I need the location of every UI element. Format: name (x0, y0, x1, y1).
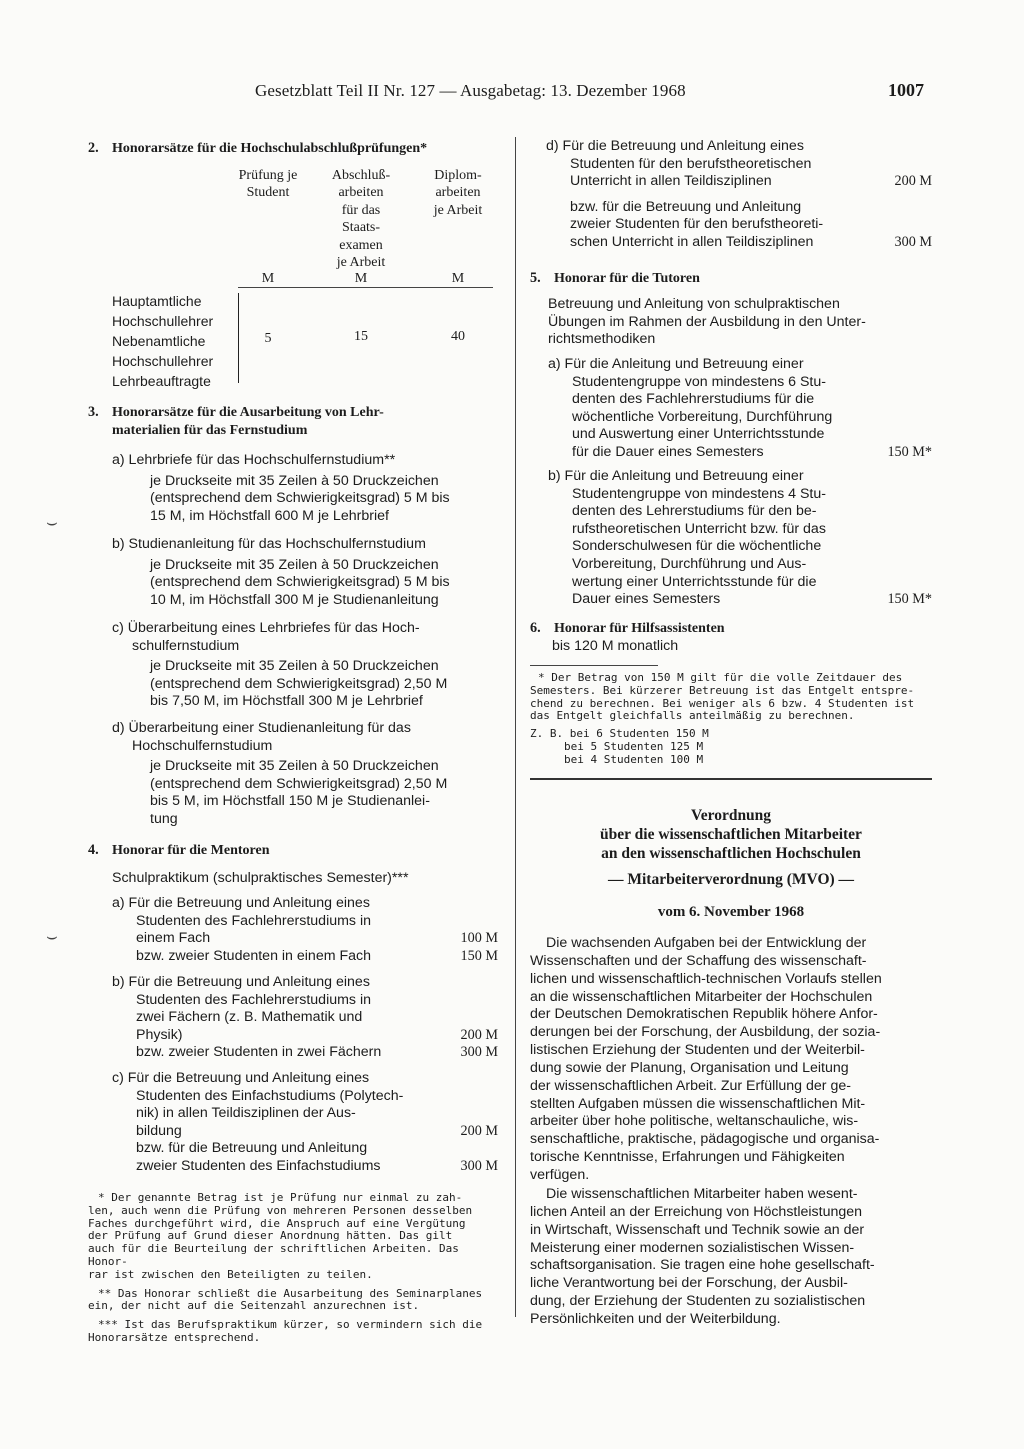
item-head-cont: schulfernstudium (132, 637, 240, 654)
item-line: (entsprechend dem Schwierigkeitsgrad) 5 M bis (150, 574, 450, 591)
footnote-line: Honorarsätze entsprechend. (88, 1330, 261, 1344)
amount: 300 M (460, 1157, 498, 1174)
ordinance-date: vom 6. November 1968 (657, 904, 805, 920)
section-3-heading (88, 404, 498, 439)
item-line: nik) in allen Teildisziplinen der Aus- (136, 1105, 356, 1122)
footnote-example: bei 5 Studenten 125 M (564, 739, 704, 753)
section-title: Honorarsätze für die Ausarbeitung von Lehr- (112, 405, 384, 420)
section-title: Honorarsätze für die Hochschulabschlußprüfungen* (112, 141, 428, 156)
header-line: arbeiten (338, 185, 384, 201)
item-line: Dauer eines Semesters (572, 591, 721, 608)
item-line: c) Für die Betreuung und Anleitung eines (112, 1070, 370, 1086)
para-line: lichen und wissenschaftlich-technischen Vorlaufs stellen (530, 970, 882, 987)
section-title-cont: materialien für das Fernstudium (112, 422, 308, 438)
para-line: Die wachsenden Aufgaben bei der Entwicklung der (546, 935, 867, 951)
section-title: Honorar für die Mentoren (112, 843, 270, 858)
left-column (88, 140, 498, 1344)
item-line: a) Für die Anleitung und Betreuung einer (548, 356, 804, 372)
para-line: Persönlichkeiten und der Weiterbildung. (530, 1310, 781, 1327)
item-line: b) Für die Anleitung und Betreuung einer (548, 468, 804, 484)
item-line: je Druckseite mit 35 Zeilen à 50 Druckzeichen (150, 758, 439, 775)
para-line: dung, der Erziehung der Studenten zu sozialistischen (530, 1293, 866, 1310)
footnote-line: rar ist zwischen den Beteiligten zu teilen. (88, 1267, 373, 1281)
item-alt: bzw. zweier Studenten in zwei Fächern (136, 1044, 382, 1061)
para-line: derungen bei der Forschung, der Ausbildung, der sozia- (530, 1024, 881, 1041)
para-line: arbeiter über hohe politische, weltanschauliche, wis- (530, 1113, 859, 1130)
header-line: examen (339, 237, 383, 253)
header-line: für das (341, 202, 381, 218)
table-rule (238, 287, 493, 288)
amount: 300 M (894, 233, 932, 250)
item-line: je Druckseite mit 35 Zeilen à 50 Druckzeichen (150, 658, 439, 675)
row-label: Hauptamtliche (112, 293, 202, 309)
amount: 150 M (460, 947, 498, 964)
item-4a (112, 895, 498, 965)
item-alt: bzw. für die Betreuung und Anleitung (570, 198, 802, 215)
intro-line: richtsmethodiken (548, 331, 656, 348)
para-line: an die wissenschaftlichen Mitarbeiter der Hochschulen (530, 988, 873, 1005)
para-line: torische Kenntnisse, Erfahrungen und Fähigkeiten (530, 1149, 845, 1166)
item-line: Vorbereitung, Durchführung und Aus- (572, 555, 807, 572)
section-6-heading (530, 620, 932, 638)
footnote-line: * Der genannte Betrag ist je Prüfung nur einmal zu zah- (98, 1191, 463, 1204)
brace (238, 293, 239, 383)
section-intro: Schulpraktikum (schulpraktisches Semester)*** (112, 870, 409, 886)
section-number: 5. (530, 270, 541, 286)
table-value: 40 (451, 329, 465, 344)
footnote-3 (88, 1319, 498, 1345)
column-divider (515, 137, 516, 1317)
para-line: dung sowie der Planung, Organisation und Leitung (530, 1059, 849, 1076)
header-line: je Arbeit (433, 202, 483, 218)
amount: 100 M (460, 930, 498, 947)
footnote-line: das Entgelt gleichfalls anteilmäßig zu berechnen. (530, 709, 855, 723)
footnote-example: bei 4 Studenten 100 M (564, 752, 704, 766)
para-line: lichen Anteil an der Erreichung von Höchstleistungen (530, 1203, 863, 1220)
header-line: Student (246, 185, 290, 201)
footnote-line: chend zu berechnen. Bei weniger als 6 bzw. 4 Studenten ist (530, 696, 915, 710)
ordinance-paragraph-2 (530, 1186, 932, 1329)
item-4b (112, 974, 498, 1062)
amount: 200 M (460, 1122, 498, 1139)
item-line: rufstheoretischen Unterricht bzw. für das (572, 520, 826, 537)
footnote-line: ein, der nicht auf die Seitenzahl anzurechnen ist. (88, 1299, 420, 1313)
section-2-heading (88, 140, 498, 158)
item-line: wöchentliche Vorbereitung, Durchführung (572, 408, 833, 425)
item-3a (112, 452, 498, 525)
item-line: für die Dauer eines Semesters (572, 443, 764, 460)
item-line: 15 M, im Höchstfall 600 M je Lehrbrief (150, 507, 389, 524)
item-line: tung (150, 810, 178, 827)
table-header-col-1 (228, 167, 308, 202)
item-line: (entsprechend dem Schwierigkeitsgrad) 2,50 M (150, 675, 448, 692)
page-header (0, 81, 1024, 105)
item-5a (548, 356, 932, 462)
item-line: Studenten des Fachlehrerstudiums in (136, 991, 372, 1008)
amount: 200 M (460, 1026, 498, 1043)
footnote-2 (88, 1288, 498, 1314)
intro-line: Betreuung und Anleitung von schulpraktischen (548, 296, 840, 312)
item-line: je Druckseite mit 35 Zeilen à 50 Druckzeichen (150, 556, 439, 573)
amount: 300 M (460, 1044, 498, 1061)
item-head-cont: Hochschulfernstudium (132, 737, 273, 754)
footnote-rule (530, 665, 658, 666)
table-value: 15 (354, 329, 368, 344)
header-line: Prüfung je (238, 168, 298, 183)
footnote-line: * Der Betrag von 150 M gilt für die volle Zeitdauer des (538, 671, 903, 684)
item-line: a) Für die Betreuung und Anleitung eines (112, 895, 370, 911)
footnote-line: Semesters. Bei kürzerer Betreuung ist das Entgelt entspre- (530, 683, 915, 697)
header-line: arbeiten (435, 185, 481, 201)
item-3d (112, 720, 498, 829)
title-line: an den wissenschaftlichen Hochschulen (601, 845, 861, 862)
ordinance-short-title: — Mitarbeiterverordnung (MVO) — (607, 871, 855, 888)
item-line: je Druckseite mit 35 Zeilen à 50 Druckzeichen (150, 472, 439, 489)
footnote-right (530, 672, 932, 767)
ordinance-title (530, 806, 932, 863)
para-line: Die wissenschaftlichen Mitarbeiter haben wesent- (546, 1186, 858, 1202)
item-line: d) Für die Betreuung und Anleitung eines (546, 138, 804, 154)
item-head: d) Überarbeitung einer Studienanleitung für das (112, 720, 411, 736)
section-number: 4. (88, 842, 99, 858)
section-number: 3. (88, 404, 99, 420)
title-line: über die wissenschaftlichen Mitarbeiter (600, 826, 862, 843)
unit-label: M (451, 271, 465, 286)
item-line: 10 M, im Höchstfall 300 M je Studienanleitung (150, 591, 439, 608)
unit-label: M (354, 271, 368, 286)
item-alt: bzw. zweier Studenten in einem Fach (136, 947, 372, 964)
item-line: einem Fach (136, 930, 211, 947)
item-line: und Auswertung einer Unterrichtsstunde (572, 426, 825, 443)
item-line: b) Für die Betreuung und Anleitung eines (112, 974, 370, 990)
item-line: Sonderschulwesen für die wöchentliche (572, 538, 822, 555)
section-title: Honorar für Hilfsassistenten (554, 621, 725, 636)
para-line: der wissenschaftlichen Arbeit. Zur Erfüllung der ge- (530, 1077, 851, 1094)
item-line: Studenten des Einfachstudiums (Polytech- (136, 1087, 404, 1104)
section-5-heading (530, 270, 932, 288)
item-4c (112, 1070, 498, 1176)
footnote-line: der Prüfung auf Grund dieser Anordnung hätten. Das gilt (88, 1229, 453, 1243)
item-line: zwei Fächern (z. B. Mathematik und (136, 1009, 363, 1026)
running-title: Gesetzblatt Teil II Nr. 127 — Ausgabetag: 13. Dezember 1968 (255, 81, 686, 100)
item-head: a) Lehrbriefe für das Hochschulfernstudium** (112, 452, 396, 468)
item-line: Unterricht in allen Teildisziplinen (570, 173, 772, 190)
footnote-line: auch für die Beurteilung der schriftlichen Arbeiten. Das Honor- (88, 1242, 459, 1268)
item-5b (548, 468, 932, 609)
item-3b (112, 536, 498, 609)
amount: 200 M (894, 173, 932, 190)
section-title: Honorar für die Tutoren (554, 271, 700, 286)
item-alt: zweier Studenten des Einfachstudiums (136, 1157, 381, 1174)
margin-mark: ⌣ (46, 512, 58, 532)
header-line: je Arbeit (336, 255, 386, 271)
item-line: Studentengruppe von mindestens 4 Stu- (572, 485, 826, 502)
page-number: 1007 (888, 80, 924, 100)
section-separator (530, 778, 932, 780)
section-number: 6. (530, 620, 541, 636)
section-5-intro (548, 296, 932, 349)
row-label: Hochschullehrer (112, 313, 214, 329)
item-alt: schen Unterricht in allen Teildisziplinen (570, 233, 814, 250)
table-value: 5 (264, 331, 272, 346)
footnote-line: len, auch wenn die Prüfung von mehreren Personen desselben (88, 1203, 473, 1217)
row-label: Hochschullehrer (112, 353, 214, 369)
item-line: bis 7,50 M, im Höchstfall 300 M je Lehrbrief (150, 693, 423, 710)
item-head: c) Überarbeitung eines Lehrbriefes für das Hoch- (112, 620, 420, 636)
para-line: Meisterung einer modernen sozialistischen Wissen- (530, 1239, 855, 1256)
intro-line: Übungen im Rahmen der Ausbildung in den Unter- (548, 313, 866, 330)
margin-mark: ⌣ (46, 926, 58, 946)
section-4-heading (88, 842, 498, 860)
para-line: stellten Aufgaben müssen die wissenschaftlichen Mit- (530, 1095, 866, 1112)
item-alt: zweier Studenten für den berufstheoreti- (570, 216, 824, 233)
amount: 150 M* (887, 591, 932, 608)
right-column (530, 138, 932, 1338)
para-line: Wissenschaften und der Schaffung des wissenschaft- (530, 952, 867, 969)
item-line: (entsprechend dem Schwierigkeitsgrad) 5 M bis (150, 490, 450, 507)
table-header-col-2 (316, 167, 406, 271)
item-line: wertung einer Unterrichtsstunde für die (572, 573, 817, 590)
para-line: liche Verantwortung bei der Forschung, der Ausbil- (530, 1275, 848, 1292)
item-3c (112, 620, 498, 711)
footnote-example: Z. B. bei 6 Studenten 150 M (530, 727, 709, 741)
item-line: bildung (136, 1122, 182, 1139)
header-line: Abschluß- (331, 168, 391, 183)
para-line: in Wirtschaft, Wissenschaft und Technik sowie an der (530, 1221, 865, 1238)
amount: 150 M* (887, 443, 932, 460)
item-line: Studenten für den berufstheoretischen (570, 155, 812, 172)
para-line: senschaftliche, praktische, pädagogische und organisa- (530, 1131, 880, 1148)
item-line: denten des Fachlehrerstudiums für die (572, 391, 815, 408)
item-line: Studenten des Fachlehrerstudiums in (136, 912, 372, 929)
para-line: listischen Erziehung der Studenten und der Weiterbil- (530, 1042, 865, 1059)
item-line: Studentengruppe von mindestens 6 Stu- (572, 373, 826, 390)
section-number: 2. (88, 140, 99, 156)
item-line: Physik) (136, 1026, 183, 1043)
ordinance-paragraph-1 (530, 935, 932, 1185)
footnote-line: *** Ist das Berufspraktikum kürzer, so vermindern sich die (98, 1318, 483, 1332)
item-line: denten des Lehrerstudiums für den be- (572, 503, 817, 520)
table-row-labels (112, 291, 213, 391)
item-4d (546, 138, 932, 252)
section-6-text: bis 120 M monatlich (552, 638, 679, 654)
footnotes-left (88, 1192, 498, 1345)
unit-label: M (261, 271, 275, 286)
row-label: Lehrbeauftragte (112, 373, 211, 389)
footnote-1 (88, 1192, 498, 1282)
header-line: Staats- (341, 220, 381, 236)
header-line: Diplom- (434, 168, 482, 183)
row-label: Nebenamtliche (112, 333, 206, 349)
footnote-line: Faches durchgeführt wird, die Anspruch auf eine Vergütung (88, 1216, 466, 1230)
title-line: Verordnung (690, 807, 772, 824)
para-line: der Deutschen Demokratischen Republik höhere Anfor- (530, 1006, 878, 1023)
item-line: bis 5 M, im Höchstfall 150 M je Studienanlei- (150, 793, 430, 810)
item-alt: bzw. für die Betreuung und Anleitung (136, 1140, 368, 1157)
item-head: b) Studienanleitung für das Hochschulfernstudium (112, 536, 426, 552)
para-line: verfügen. (530, 1166, 590, 1183)
para-line: schaftsorganisation. Sie tragen eine hohe gesellschaft- (530, 1257, 875, 1274)
footnote-line: ** Das Honorar schließt die Ausarbeitung des Seminarplanes (98, 1286, 483, 1300)
item-line: (entsprechend dem Schwierigkeitsgrad) 2,50 M (150, 775, 448, 792)
table-header-col-3 (418, 167, 498, 219)
